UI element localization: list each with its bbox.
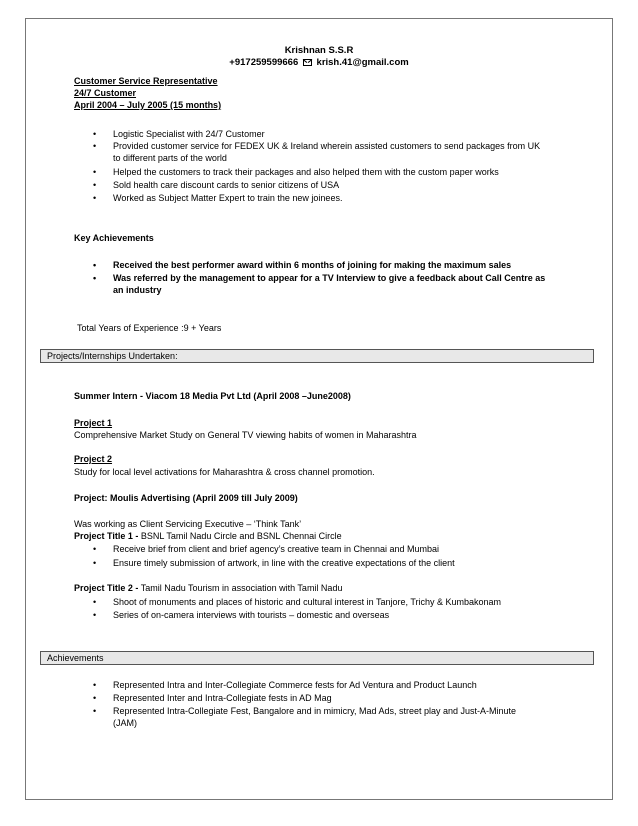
bullet-icon: • bbox=[93, 273, 97, 283]
project-title-2: Project Title 2 - Tamil Nadu Tourism in association with Tamil Nadu bbox=[74, 583, 343, 593]
intern-heading: Summer Intern - Viacom 18 Media Pvt Ltd (April 2008 –June2008) bbox=[74, 391, 351, 401]
list-item-continued: (JAM) bbox=[113, 718, 137, 728]
list-item: • Logistic Specialist with 24/7 Customer bbox=[93, 129, 265, 139]
bullet-icon: • bbox=[93, 544, 97, 554]
achievements-section-header: Achievements bbox=[40, 651, 594, 665]
projects-section-header: Projects/Internships Undertaken: bbox=[40, 349, 594, 363]
job-period: April 2004 – July 2005 (15 months) bbox=[74, 100, 222, 110]
bullet-icon: • bbox=[93, 610, 97, 620]
bullet-icon: • bbox=[93, 680, 97, 690]
project-1-label: Project 1 bbox=[74, 418, 113, 428]
total-experience: Total Years of Experience :9 + Years bbox=[77, 323, 222, 333]
bullet-icon: • bbox=[93, 260, 97, 270]
job-title: Customer Service Representative bbox=[74, 76, 218, 86]
list-item-continued: an industry bbox=[113, 285, 162, 295]
candidate-name: Krishnan S.S.R bbox=[284, 45, 354, 56]
bullet-icon: • bbox=[93, 167, 97, 177]
bullet-icon: • bbox=[93, 558, 97, 568]
list-item: • Represented Intra and Inter-Collegiate Commerce fests for Ad Ventura and Product Launch bbox=[93, 680, 477, 690]
list-item: • Provided customer service for FEDEX UK & Ireland wherein assisted customers to send packages from UK bbox=[93, 141, 541, 151]
list-item: • Helped the customers to track their packages and also helped them with the custom paper works bbox=[93, 167, 499, 177]
list-item: • Represented Intra-Collegiate Fest, Bangalore and in mimicry, Mad Ads, street play and Just-A-Minute bbox=[93, 706, 517, 716]
bullet-icon: • bbox=[93, 141, 97, 151]
contact-line bbox=[25, 57, 613, 69]
mail-icon bbox=[303, 59, 312, 66]
resume-header bbox=[25, 45, 613, 69]
email-address: krish.41@gmail.com bbox=[316, 57, 409, 68]
list-item: • Ensure timely submission of artwork, in line with the creative expectations of the client bbox=[93, 558, 455, 568]
project-title-1: Project Title 1 - BSNL Tamil Nadu Circle and BSNL Chennai Circle bbox=[74, 531, 342, 541]
bullet-icon: • bbox=[93, 180, 97, 190]
list-item: • Received the best performer award within 6 months of joining for making the maximum sales bbox=[93, 260, 512, 270]
bullet-icon: • bbox=[93, 129, 97, 139]
bullet-icon: • bbox=[93, 193, 97, 203]
bullet-icon: • bbox=[93, 706, 97, 716]
list-item: • Shoot of monuments and places of historic and cultural interest in Tanjore, Trichy & Kumbakonam bbox=[93, 597, 502, 607]
list-item: • Series of on-camera interviews with tourists – domestic and overseas bbox=[93, 610, 390, 620]
job-company: 24/7 Customer bbox=[74, 88, 137, 98]
project-2-label: Project 2 bbox=[74, 454, 113, 464]
bullet-icon: • bbox=[93, 693, 97, 703]
bullet-icon: • bbox=[93, 597, 97, 607]
list-item: • Receive brief from client and brief agency’s creative team in Chennai and Mumbai bbox=[93, 544, 439, 554]
list-item: • Was referred by the management to appear for a TV Interview to give a feedback about Call Centre as bbox=[93, 273, 546, 283]
list-item-continued: to different parts of the world bbox=[113, 153, 227, 163]
list-item: • Represented Inter and Intra-Collegiate fests in AD Mag bbox=[93, 693, 332, 703]
moulis-role: Was working as Client Servicing Executive – ‘Think Tank’ bbox=[74, 519, 302, 529]
moulis-heading: Project: Moulis Advertising (April 2009 till July 2009) bbox=[74, 493, 298, 503]
project-2-description: Study for local level activations for Maharashtra & cross channel promotion. bbox=[74, 467, 375, 477]
project-1-description: Comprehensive Market Study on General TV viewing habits of women in Maharashtra bbox=[74, 430, 417, 440]
key-achievements-heading: Key Achievements bbox=[74, 233, 154, 243]
list-item: • Worked as Subject Matter Expert to train the new joinees. bbox=[93, 193, 343, 203]
list-item: • Sold health care discount cards to senior citizens of USA bbox=[93, 180, 340, 190]
phone-number: +917259599666 bbox=[229, 57, 299, 68]
